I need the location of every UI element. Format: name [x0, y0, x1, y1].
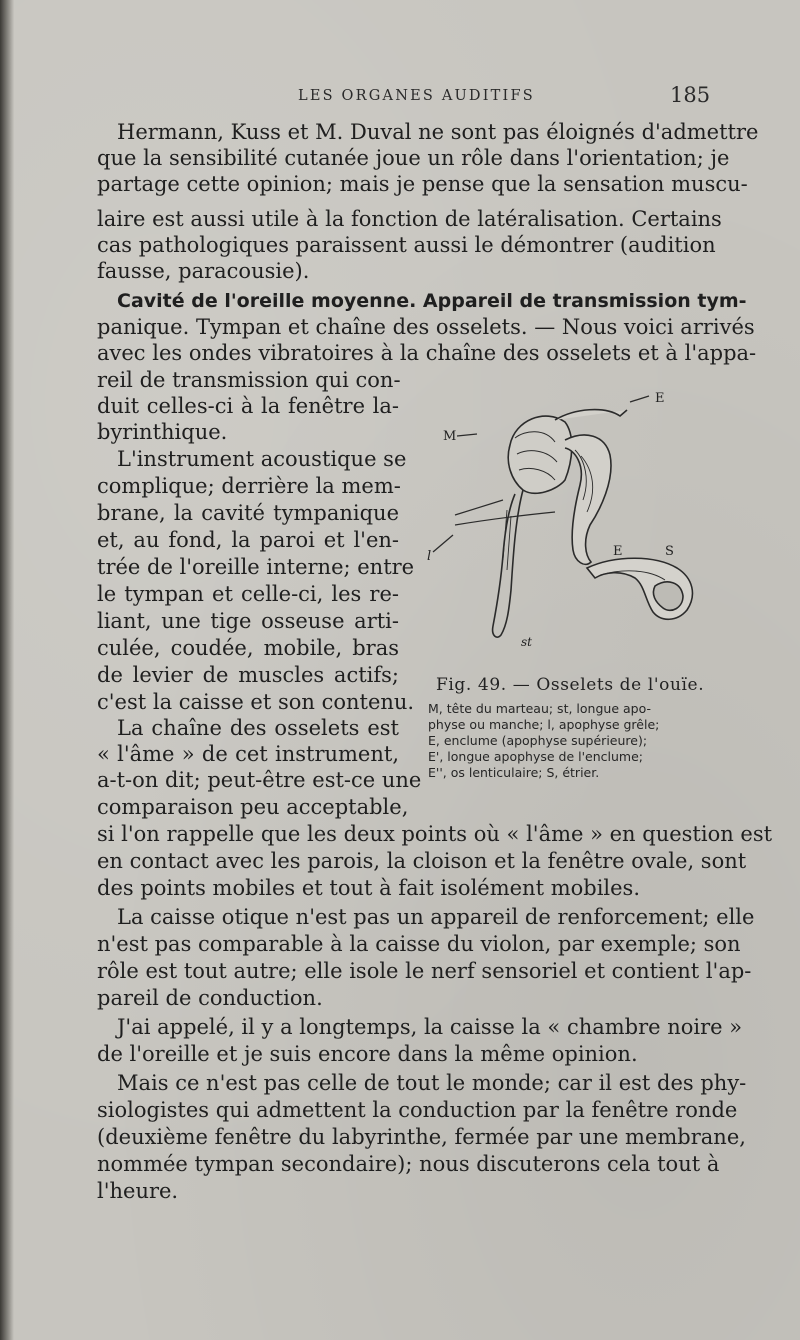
text-line: le tympan et celle-ci, les re-	[97, 582, 399, 606]
text-line: pareil de conduction.	[97, 986, 323, 1010]
text-line: l'heure.	[97, 1179, 179, 1203]
page-number: 185	[670, 83, 711, 107]
text-line: a-t-on dit; peut-être est-ce une	[97, 768, 422, 792]
text-line: culée, coudée, mobile, bras	[97, 636, 399, 660]
text-line: La caisse otique n'est pas un appareil de renforcement; elle	[117, 905, 755, 929]
text-line: laire est aussi utile à la fonction de latéralisation. Certains	[97, 207, 722, 231]
label-S: S	[665, 544, 674, 559]
text-line: des points mobiles et tout à fait isolément mobiles.	[97, 876, 641, 900]
figure-caption: Fig. 49. — Osselets de l'ouïe.	[436, 675, 705, 695]
text-line: L'instrument acoustique se	[117, 447, 407, 471]
text-line: siologistes qui admettent la conduction par la fenêtre ronde	[97, 1098, 738, 1122]
text-line: (deuxième fenêtre du labyrinthe, fermée par une membrane,	[97, 1125, 746, 1149]
text-line: Hermann, Kuss et M. Duval ne sont pas éloignés d'admettre	[117, 120, 759, 144]
malleus-illustration	[455, 416, 572, 637]
text-line: avec les ondes vibratoires à la chaîne des osselets et à l'appa-	[97, 341, 757, 365]
text-line: liant, une tige osseuse arti-	[97, 609, 399, 633]
text-line: byrinthique.	[97, 420, 228, 444]
text-line: c'est la caisse et son contenu.	[97, 690, 415, 714]
text-line: brane, la cavité tympanique	[97, 501, 399, 525]
stapes-illustration	[587, 558, 692, 619]
text-line: de l'oreille et je suis encore dans la même opinion.	[97, 1042, 638, 1066]
text-line: partage cette opinion; mais je pense que la sensation muscu-	[97, 172, 748, 196]
text-line: de levier de muscles actifs;	[97, 663, 399, 687]
text-line: complique; derrière la mem-	[97, 474, 401, 498]
page-header	[0, 83, 800, 110]
figure-legend-line: E, enclume (apophyse supérieure);	[428, 733, 648, 748]
label-leader-line	[433, 535, 453, 552]
text-line: Mais ce n'est pas celle de tout le monde; car il est des phy-	[117, 1071, 747, 1095]
text-line: reil de transmission qui con-	[97, 368, 401, 392]
text-line: comparaison peu acceptable,	[97, 795, 409, 819]
ossicles-figure	[415, 390, 715, 655]
text-line: « l'âme » de cet instrument,	[97, 742, 399, 766]
figure-legend-line: physe ou manche; l, apophyse grêle;	[428, 717, 660, 732]
label-l: l	[427, 549, 432, 564]
label-leader-line	[630, 396, 649, 402]
text-line: n'est pas comparable à la caisse du violon, par exemple; son	[97, 932, 741, 956]
label-E-mid: E	[613, 544, 623, 559]
text-line: cas pathologiques paraissent aussi le démontrer (audition	[97, 233, 716, 257]
text-line: en contact avec les parois, la cloison et la fenêtre ovale, sont	[97, 849, 747, 873]
label-M: M	[443, 429, 457, 444]
label-leader-line	[457, 434, 477, 436]
text-line: fausse, paracousie).	[97, 259, 310, 283]
text-line: que la sensibilité cutanée joue un rôle dans l'orientation; je	[97, 146, 730, 170]
figure-legend-line: M, tête du marteau; st, longue apo-	[428, 701, 651, 716]
text-line: J'ai appelé, il y a longtemps, la caisse la « chambre noire »	[117, 1015, 743, 1039]
text-line: panique. Tympan et chaîne des osselets. — Nous voici arrivés	[97, 315, 755, 339]
text-line: et, au fond, la paroi et l'en-	[97, 528, 399, 552]
text-line: duit celles-ci à la fenêtre la-	[97, 394, 399, 418]
label-st: st	[521, 635, 532, 649]
running-head: LES ORGANES AUDITIFS	[298, 88, 535, 104]
text-line: rôle est tout autre; elle isole le nerf sensoriel et contient l'ap-	[97, 959, 752, 983]
figure-legend-line: E', longue apophyse de l'enclume;	[428, 749, 643, 764]
figure-legend-line: E'', os lenticulaire; S, étrier.	[428, 765, 600, 780]
section-heading-line: Cavité de l'oreille moyenne. Appareil de transmission tym-	[117, 290, 747, 312]
text-line: La chaîne des osselets est	[117, 716, 399, 740]
text-line: trée de l'oreille interne; entre	[97, 555, 415, 579]
text-line: nommée tympan secondaire); nous discuterons cela tout à	[97, 1152, 720, 1176]
label-E-top: E	[655, 391, 665, 406]
text-line: si l'on rappelle que les deux points où « l'âme » en question est	[97, 822, 773, 846]
